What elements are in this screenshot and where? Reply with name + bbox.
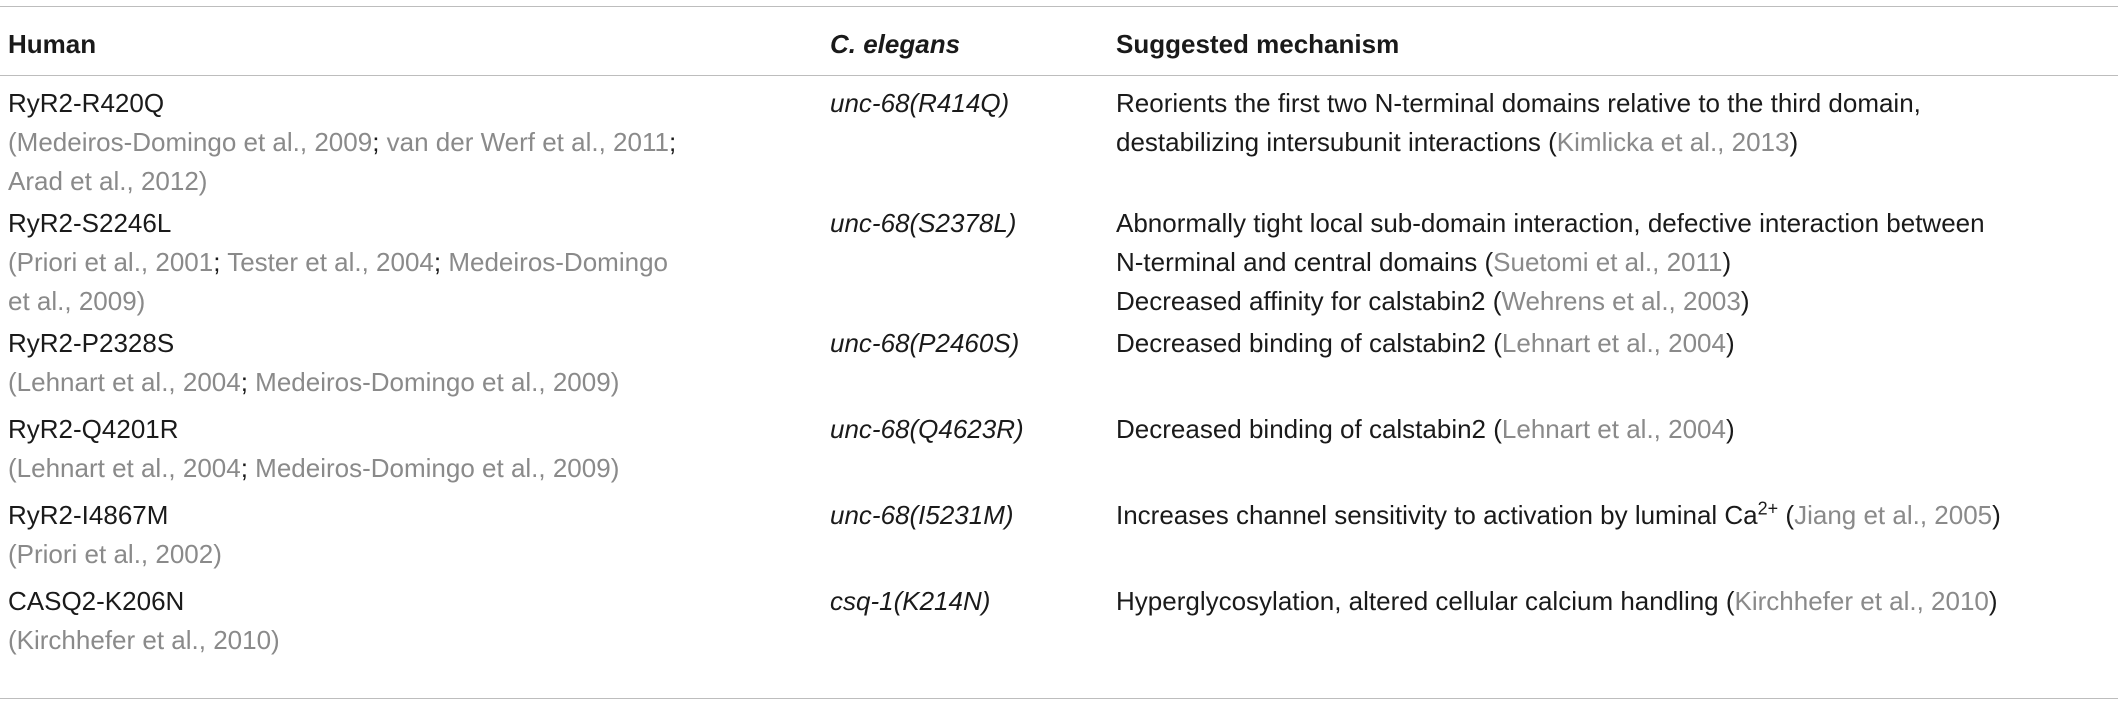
table-header [0, 7, 2118, 76]
cell-human [8, 84, 818, 201]
cell-human [8, 204, 818, 321]
cell-mechanism: Increases channel sensitivity to activation by luminal $Ca^{2+}$ (Jiang et al., 2005) [1116, 498, 2001, 530]
header-human: Human [8, 29, 97, 59]
superscript: 2+ [1757, 498, 1779, 519]
human-variant: RyR2-S2246L [8, 208, 172, 238]
human-variant: RyR2-P2328S [8, 328, 175, 358]
human-refs: (Lehnart et al., 2004; Medeiros-Domingo et al., 2009) [8, 367, 620, 397]
human-refs: (Lehnart et al., 2004; Medeiros-Domingo et al., 2009) [8, 453, 620, 483]
human-variant: RyR2-Q4201R [8, 414, 179, 444]
human-variant: RyR2-I4867M [8, 500, 169, 530]
cell-celegans: unc-68(S2378L) [830, 208, 1017, 238]
cell-mechanism: Hyperglycosylation, altered cellular calcium handling (Kirchhefer et al., 2010) [1116, 586, 1998, 616]
human-refs: (Priori et al., 2002) [8, 539, 222, 569]
cell-mechanism: Reorients the first two N-terminal domains relative to the third domain, destabilizing intersubunit interactions (Kimlicka et al., 2013) [1116, 88, 1921, 157]
cell-mechanism: Decreased binding of calstabin2 (Lehnart et al., 2004) [1116, 328, 1735, 358]
human-refs: (Medeiros-Domingo et al., 2009; van der Werf et al., 2011; [8, 127, 677, 157]
human-refs-cont: Arad et al., 2012) [8, 166, 208, 196]
cell-celegans: unc-68(I5231M) [830, 500, 1014, 530]
human-variant: CASQ2-K206N [8, 586, 185, 616]
cell-human [8, 582, 818, 660]
table-body [0, 76, 2118, 698]
human-variant: RyR2-R420Q [8, 88, 165, 118]
human-refs-cont: et al., 2009) [8, 286, 146, 316]
header-celegans: C. elegans [830, 29, 961, 59]
header-mechanism: Suggested mechanism [1116, 29, 1400, 59]
cell-celegans: unc-68(P2460S) [830, 328, 1020, 358]
cell-celegans: unc-68(R414Q) [830, 88, 1010, 118]
cell-celegans: csq-1(K214N) [830, 586, 991, 616]
cell-mechanism: Decreased binding of calstabin2 (Lehnart et al., 2004) [1116, 414, 1735, 444]
cell-human [8, 324, 818, 402]
human-refs: (Priori et al., 2001; Tester et al., 2004; Medeiros-Domingo [8, 247, 668, 277]
cell-celegans: unc-68(Q4623R) [830, 414, 1024, 444]
mutation-table [0, 6, 2118, 699]
cell-human [8, 496, 818, 574]
human-refs: (Kirchhefer et al., 2010) [8, 625, 280, 655]
cell-human [8, 410, 818, 488]
cell-mechanism: Abnormally tight local sub-domain interaction, defective interaction between N-terminal and central domains (Suetomi et al., 2011) Decreased affinity for calstabin2 (Wehrens et al., 2003) [1116, 208, 1985, 316]
